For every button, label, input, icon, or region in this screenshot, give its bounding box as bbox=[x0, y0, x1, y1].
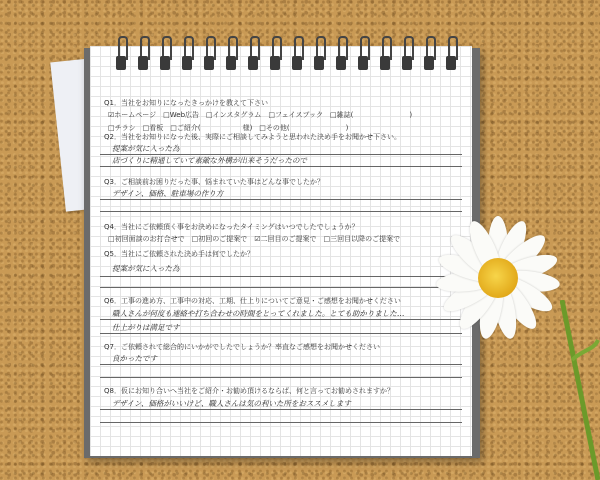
spiral-binding bbox=[116, 36, 476, 76]
answer-rule bbox=[100, 422, 462, 423]
binding-ring bbox=[138, 36, 148, 72]
answer-q8: デザイン、価格がいいけど、職人さんは気の利いた所をおススメします bbox=[112, 399, 351, 408]
answer-q2-line1: 提案が気に入った為 bbox=[112, 144, 180, 153]
binding-ring bbox=[402, 36, 412, 72]
answer-q2-line2: 店づくりに精通していて素敵な外構が出来そうだったので bbox=[112, 156, 307, 165]
binding-ring bbox=[160, 36, 170, 72]
binding-ring bbox=[182, 36, 192, 72]
answer-rule bbox=[100, 333, 462, 334]
answer-rule bbox=[100, 166, 462, 167]
binding-ring bbox=[292, 36, 302, 72]
survey-notepad bbox=[90, 46, 472, 456]
q4-options: □初回面談のお打合せで □初回のご提案で ☑二回目のご提案で □三回目以降のご提案で bbox=[108, 235, 401, 243]
binding-ring bbox=[424, 36, 434, 72]
binding-ring bbox=[226, 36, 236, 72]
answer-rule bbox=[100, 319, 462, 320]
daisy-center bbox=[478, 258, 518, 298]
binding-ring bbox=[270, 36, 280, 72]
answer-rule bbox=[100, 287, 462, 288]
answer-rule bbox=[100, 211, 462, 212]
q1-options-row1: ☑ホームページ □Web広告 □インスタグラム □フェイスブック □雑誌( ) bbox=[108, 111, 413, 119]
answer-q6-line1: 職人さんが何度も連絡や打ち合わせの時間をとってくれました。とても助かりました… bbox=[112, 309, 405, 318]
answer-rule bbox=[100, 276, 462, 277]
q1-options-row2: □チラシ □看板 □ご紹介( 様) □その他( ) bbox=[108, 124, 349, 132]
binding-ring bbox=[314, 36, 324, 72]
survey-content bbox=[90, 46, 472, 456]
question-4: Q4．当社にご依頼頂く事をお決めになったタイミングはいつでしたでしょうか？ bbox=[104, 223, 359, 231]
answer-rule bbox=[100, 364, 462, 365]
binding-ring bbox=[358, 36, 368, 72]
binding-ring bbox=[380, 36, 390, 72]
question-7: Q7．ご依頼されて総合的にいかがでしたでしょうか？率直なご感想をお聞かせください bbox=[104, 343, 380, 351]
answer-rule bbox=[100, 199, 462, 200]
question-6: Q6．工事の進め方、工事中の対応、工期、仕上りについてご意見・ご感想をお聞かせください bbox=[104, 297, 401, 305]
answer-rule bbox=[100, 409, 462, 410]
answer-rule bbox=[100, 377, 462, 378]
binding-ring bbox=[248, 36, 258, 72]
binding-ring bbox=[116, 36, 126, 72]
question-5: Q5．当社にご依頼された決め手は何でしたか？ bbox=[104, 250, 254, 258]
binding-ring bbox=[446, 36, 456, 72]
question-3: Q3．ご相談前お困りだった事、悩まれていた事はどんな事でしたか？ bbox=[104, 178, 324, 186]
answer-q7: 良かったです bbox=[112, 354, 157, 363]
question-1: Q1．当社をお知りになったきっかけを教えて下さい bbox=[104, 99, 268, 107]
answer-q5: 提案が気に入った為 bbox=[112, 264, 180, 273]
daisy-flower bbox=[448, 180, 598, 380]
answer-q3: デザイン、価格、駐車場の作り方 bbox=[112, 189, 224, 198]
question-2: Q2．当社をお知りになった後、実際にご相談してみようと思われた決め手をお聞かせ下さい。 bbox=[104, 133, 401, 141]
binding-ring bbox=[336, 36, 346, 72]
answer-q6-line2: 仕上がりは満足です bbox=[112, 323, 180, 332]
question-8: Q8．仮にお知り合いへ当社をご紹介・お勧め頂けるならば、何と言ってお勧めされますか？ bbox=[104, 387, 394, 395]
binding-ring bbox=[204, 36, 214, 72]
